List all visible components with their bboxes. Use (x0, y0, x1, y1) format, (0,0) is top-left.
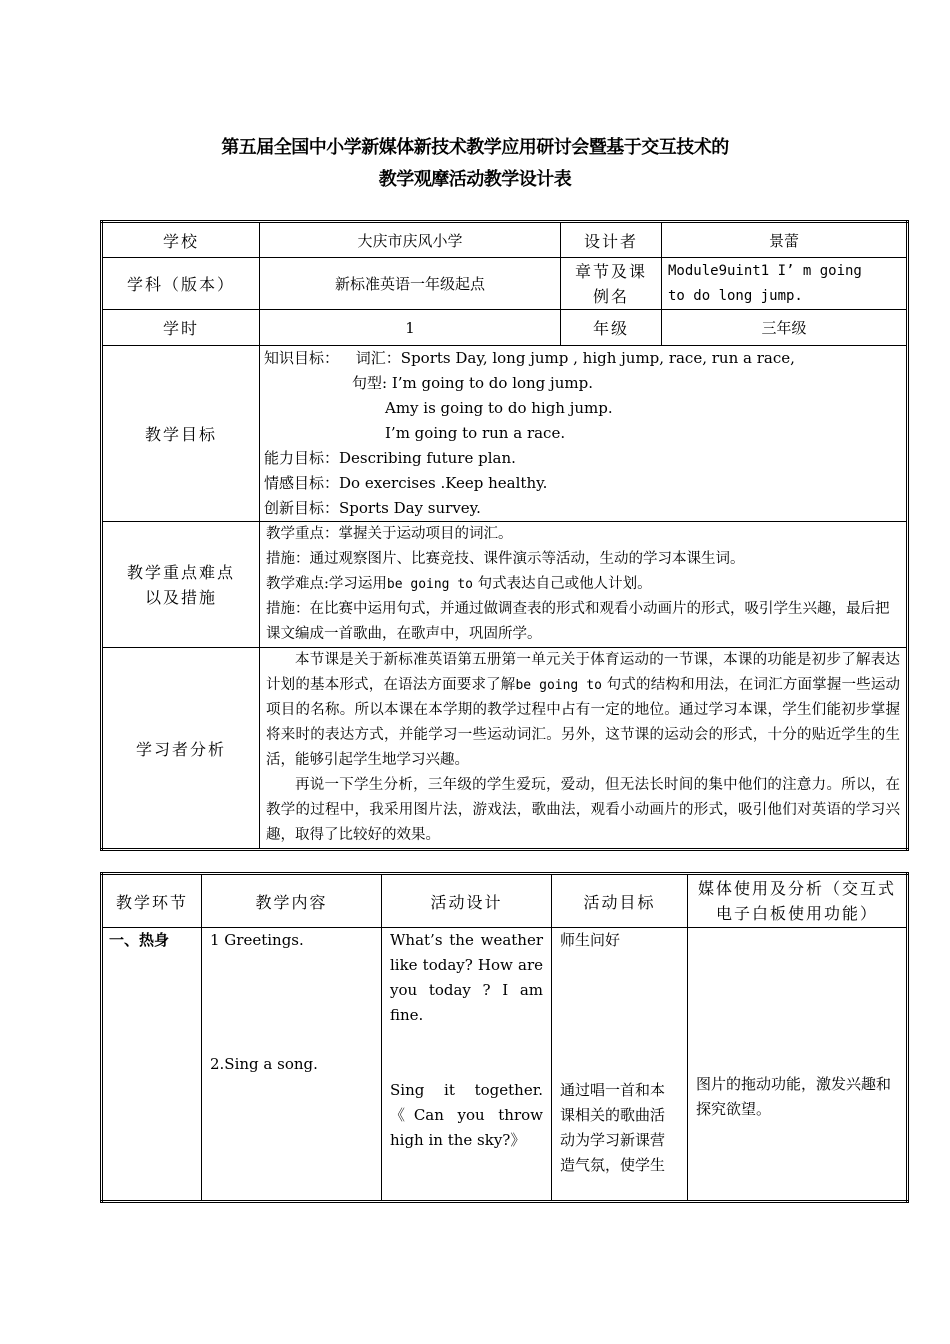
table-row (102, 222, 908, 258)
learner-text-2: 句式的结构和用法，在词汇方面掌握一些运动项目的名称。所以本课在本学期的教学过程中占有一定的地位。通过学习本课，学生们能初步掌握将来时的表达方式，并能学习一些运动词汇。另外，这节课的运动会的形式，十分的贴近学生的生活，能够引起学生地学习兴趣。 (266, 677, 901, 768)
key-point-difficulty (266, 572, 900, 597)
teaching-process-table (100, 872, 909, 1203)
learner-label: 学习者分析 (102, 648, 260, 850)
objectives-label: 教学目标 (102, 346, 260, 522)
designer-value: 景蕾 (662, 222, 908, 258)
key-point-measure-2: 措施：在比赛中运用句式，并通过做调查表的形式和观看小动画片的形式，吸引学生兴趣，最后把课文编成一首歌曲，在歌声中，巩固所学。 (266, 601, 890, 642)
objective-pattern-2: Amy is going to do high jump. (385, 399, 613, 417)
content-greetings: 1 Greetings. (210, 931, 304, 949)
table-row (102, 258, 908, 310)
page-title-line-1: 第五届全国中小学新媒体新技术教学应用研讨会暨基于交互技术的 (221, 137, 729, 158)
grade-label: 年级 (561, 310, 662, 346)
hours-value: 1 (260, 310, 561, 346)
knowledge-vocab: 词汇：Sports Day, long jump , high jump, race, run a race, (355, 349, 795, 367)
chapter-value-line-2: to do long jump. (668, 287, 803, 304)
goal-song: 通过唱一首和本课相关的歌曲活动为学习新课营造气氛，使学生 (560, 1081, 666, 1174)
chapter-label (561, 258, 662, 310)
key-points-label-line-1: 教学重点难点 (126, 562, 235, 582)
learner-paragraph-2: 再说一下学生分析，三年级的学生爱玩，爱动，但无法长时间的集中他们的注意力。所以，在教学的过程中，我采用图片法，游戏法，歌曲法，观看小动画片的形式，吸引他们对英语的学习兴趣，取得了比较好的效果。 (266, 777, 900, 843)
school-value: 大庆市庆风小学 (260, 222, 561, 258)
objective-emotion: 情感目标：Do exercises .Keep healthy. (264, 474, 548, 492)
design-song: Sing it together.《Can you throw high in the sky?》 (390, 1081, 543, 1149)
design-greetings: What’s the weather like today? How are you today ? I am fine. (390, 931, 543, 1024)
table-row (102, 648, 908, 850)
objective-pattern-3: I’m going to run a race. (385, 424, 566, 442)
difficulty-text-2: 句式表达自己或他人计划。 (472, 576, 652, 592)
hours-label: 学时 (102, 310, 260, 346)
objective-ability: 能力目标：Describing future plan. (264, 449, 516, 467)
header-stage: 教学环节 (102, 874, 202, 928)
header-design: 活动设计 (382, 874, 552, 928)
learner-grammar: be going to (515, 678, 602, 693)
table-row (102, 874, 908, 928)
key-points-label (102, 522, 260, 648)
table-row (102, 522, 908, 648)
table-row (102, 346, 908, 522)
media-analysis: 图片的拖动功能，激发兴趣和探究欲望。 (696, 1075, 892, 1118)
design-info-table (100, 220, 909, 851)
chapter-value-line-1: Module9uint1 I’ m going (668, 262, 862, 279)
learner-content (260, 648, 908, 850)
difficulty-text: 教学难点:学习运用 (266, 576, 387, 592)
learner-text: 本节课是关于新标准英语第五册第一单元关于体育运动的一节课，本课的功能是初步了解表达计划的基本形式，在语法方面要求了解 (266, 652, 900, 693)
goal-greetings: 师生问好 (560, 931, 621, 949)
page-title-line-2: 教学观摩活动教学设计表 (378, 169, 572, 190)
media-cell (688, 928, 908, 1202)
difficulty-grammar: be going to (386, 577, 473, 592)
knowledge-prefix: 知识目标： (264, 349, 340, 367)
school-label: 学校 (102, 222, 260, 258)
header-content: 教学内容 (202, 874, 382, 928)
subject-label: 学科（版本） (102, 258, 260, 310)
designer-label: 设计者 (561, 222, 662, 258)
header-goal: 活动目标 (552, 874, 688, 928)
content-song: 2.Sing a song. (210, 1055, 318, 1073)
key-points-label-line-2: 以及措施 (144, 587, 217, 607)
objective-pattern: 句型: I’m going to do long jump. (352, 374, 593, 392)
objective-knowledge (264, 346, 902, 371)
table-row (102, 310, 908, 346)
goal-cell (552, 928, 688, 1202)
header-media: 媒体使用及分析（交互式电子白板使用功能） (688, 874, 908, 928)
chapter-label-line-1: 章节及课 (574, 261, 647, 281)
stage-cell: 一、热身 (102, 928, 202, 1202)
chapter-label-line-2: 例名 (592, 286, 629, 306)
subject-value: 新标准英语一年级起点 (260, 258, 561, 310)
key-points-content (260, 522, 908, 648)
chapter-value (662, 258, 908, 310)
objectives-content (260, 346, 908, 522)
content-cell (202, 928, 382, 1202)
key-point-focus: 教学重点：掌握关于运动项目的词汇。 (266, 526, 513, 542)
objective-innovation: 创新目标：Sports Day survey. (264, 499, 481, 517)
key-point-measure-1: 措施：通过观察图片、比赛竞技、课件演示等活动，生动的学习本课生词。 (266, 551, 745, 567)
learner-paragraph-1 (266, 648, 900, 773)
table-row (102, 928, 908, 1202)
design-cell (382, 928, 552, 1202)
grade-value: 三年级 (662, 310, 908, 346)
